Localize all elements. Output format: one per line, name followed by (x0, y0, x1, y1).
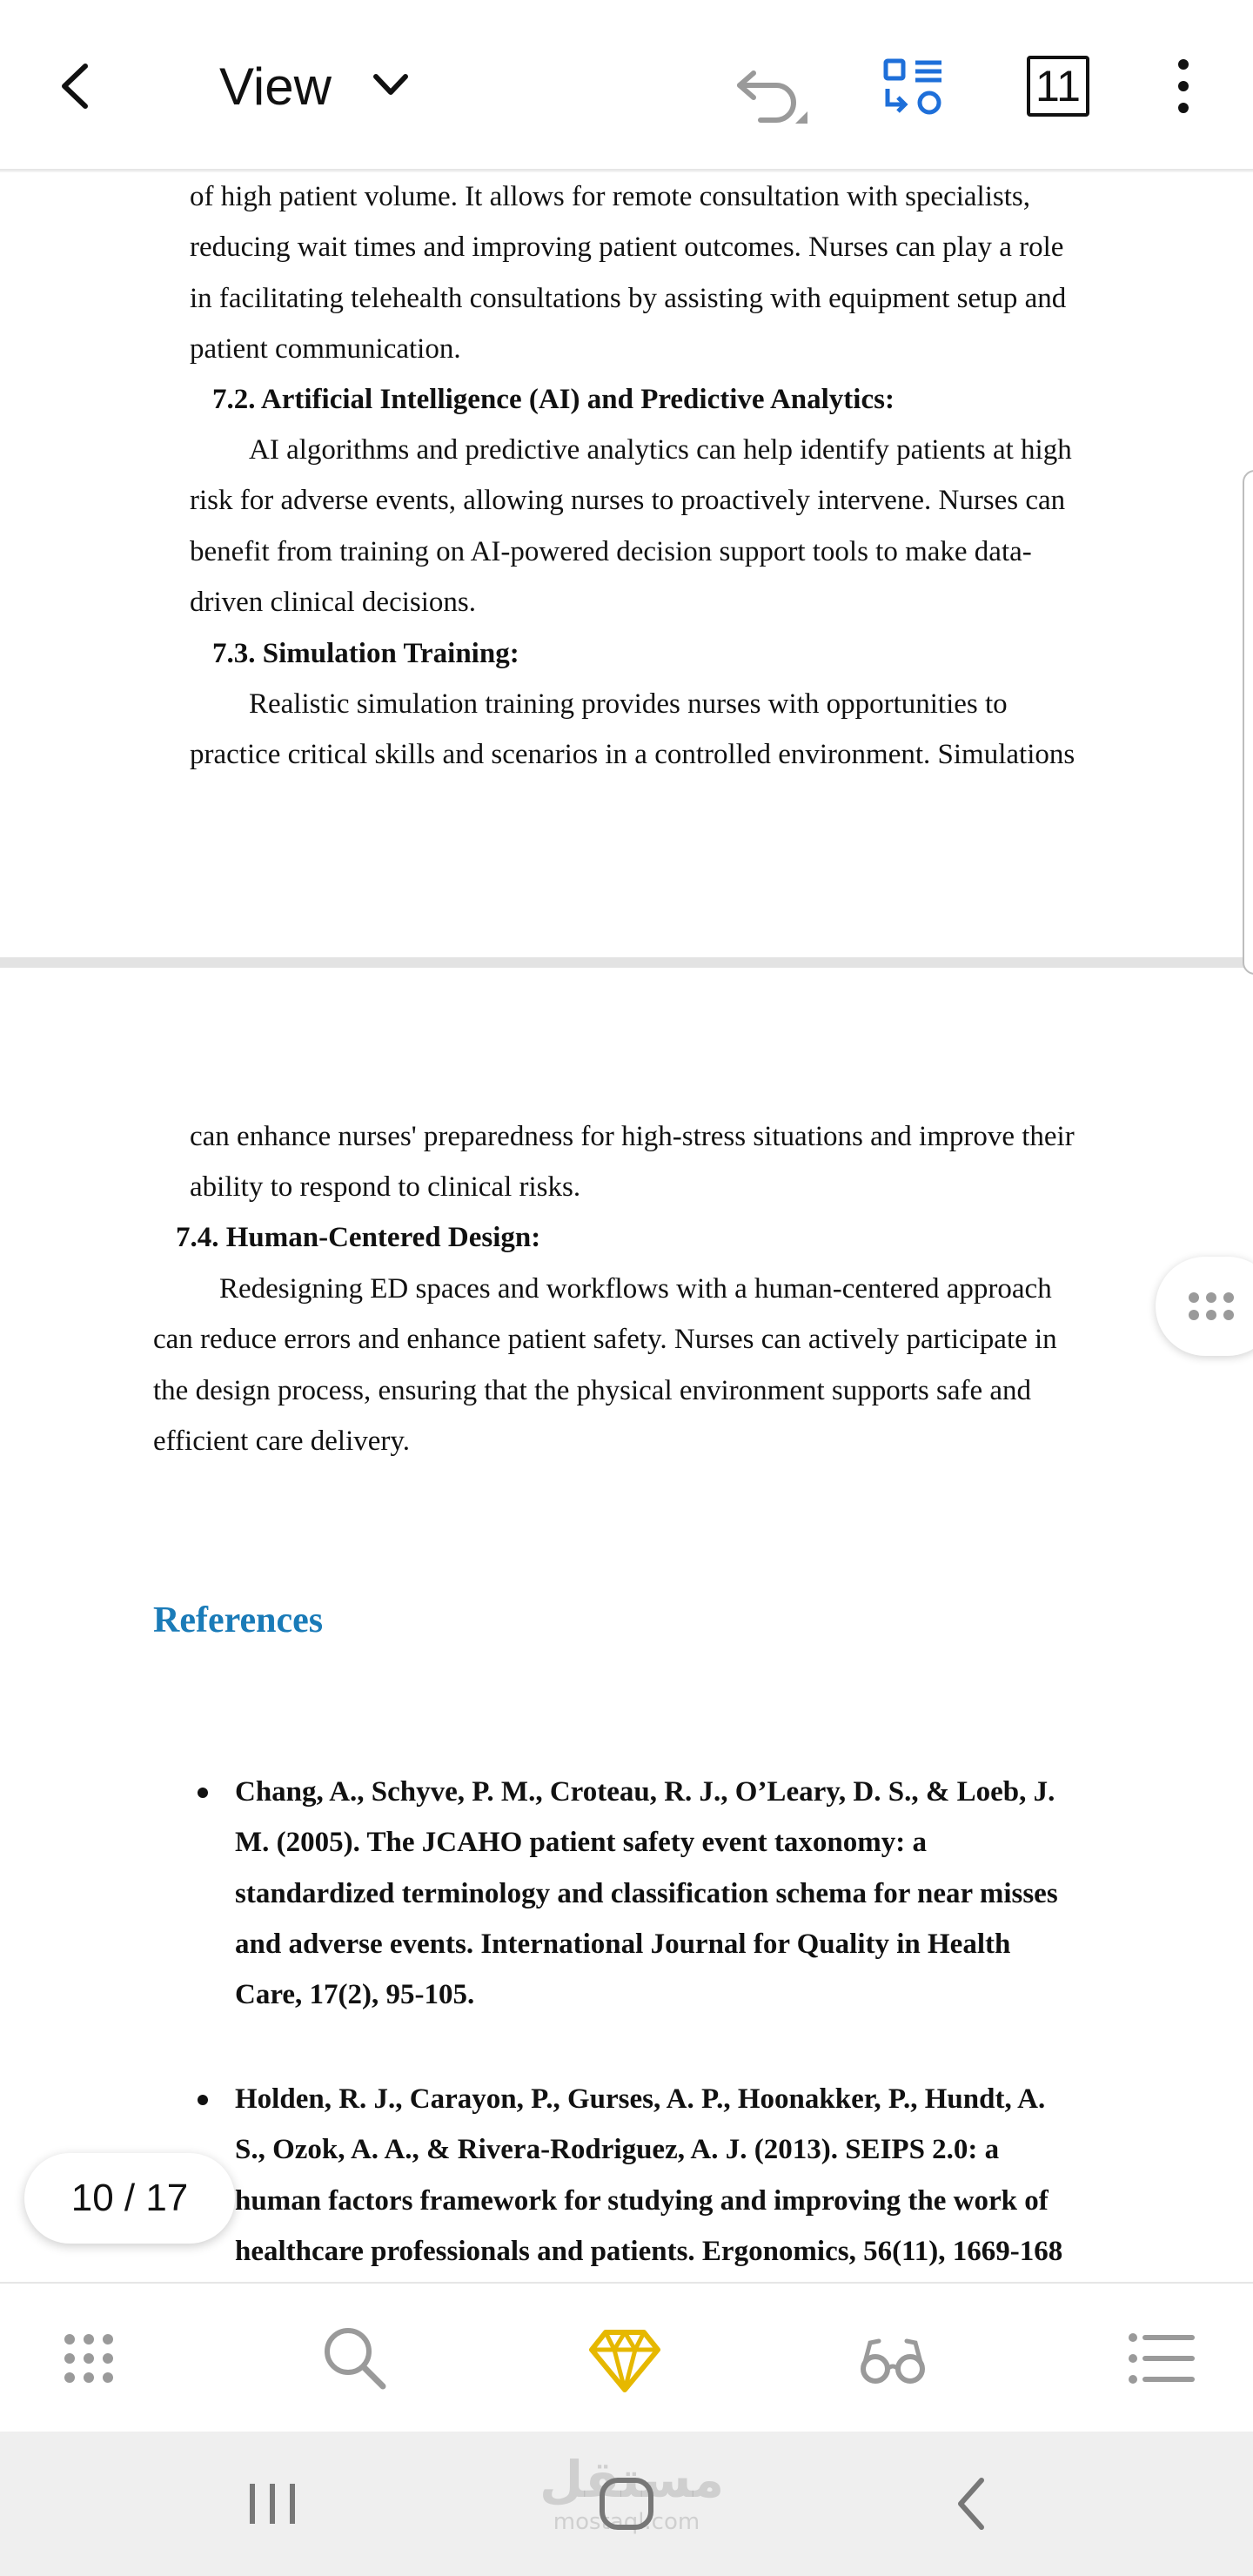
paragraph-human-centered: Redesigning ED spaces and workflows with a human-centered approach can reduce errors and enhance patient safety. Nurses can actively participate in the design process, ensuring that the physical environment supports safe and efficient care delivery. (153, 1273, 1057, 1457)
page-indicator[interactable]: 10 / 17 (24, 2153, 235, 2244)
chevron-down-icon[interactable] (369, 68, 412, 103)
floating-menu-button[interactable] (1156, 1257, 1253, 1356)
list-bullet (198, 1788, 208, 1798)
heading-7-4: 7.4. Human-Centered Design: (176, 1222, 541, 1253)
list-icon[interactable] (1124, 2322, 1197, 2395)
watermark: مستقل mostaql.com (539, 2450, 725, 2535)
paragraph-telehealth: of high patient volume. It allows for remote consultation with specialists, reducing wait times and improving patient outcomes. Nurses can play a role in facilitating telehealth consultations by assisting with equipment setup and patient communication. (190, 181, 1067, 365)
page-count-button[interactable]: 11 (1027, 56, 1089, 117)
reference-item: Chang, A., Schyve, P. M., Croteau, R. J., O’Leary, D. S., & Loeb, J. M. (2005). The JCAHO patient safety event taxonomy: a standardized terminology and classification schema for near misses and adverse events. International Journal for Quality in Health Care, 17(2), 95-105. (235, 1776, 1058, 2011)
bottom-toolbar (0, 2282, 1253, 2432)
back-arrow-icon[interactable] (50, 56, 99, 117)
paragraph-simulation: Realistic simulation training provides nurses with opportunities to practice critical skills and scenarios in a controlled environment. Simulations (190, 688, 1075, 771)
heading-7-3: 7.3. Simulation Training: (212, 638, 519, 669)
text-reflow-icon[interactable] (881, 56, 945, 117)
top-app-bar (0, 0, 1253, 171)
system-navigation-bar (0, 2432, 1253, 2576)
home-icon[interactable] (592, 2472, 661, 2536)
paragraph-ai: AI algorithms and predictive analytics can help identify patients at high risk for adverse events, allowing nurses to proactively intervene. Nurses can benefit from training on AI-powered decision support tools to make data- driven clinical decisions. (190, 434, 1072, 618)
view-mode-title[interactable]: View (219, 57, 332, 116)
reference-item: Holden, R. J., Carayon, P., Gurses, A. P., Hoonakker, P., Hundt, A. S., Ozok, A. A., & Rivera-Rodriguez, A. J. (2013). SEIPS 2.0: a human factors framework for studying and improving the work of healthcare professionals and patients. Ergonomics, 56(11), 1669-168 (235, 2083, 1063, 2267)
list-bullet (198, 2095, 208, 2105)
search-icon[interactable] (318, 2322, 392, 2395)
more-vertical-icon[interactable] (1166, 56, 1201, 117)
recent-apps-icon[interactable] (244, 2472, 301, 2536)
page-separator (0, 957, 1253, 968)
back-icon[interactable] (950, 2472, 994, 2536)
heading-7-2: 7.2. Artificial Intelligence (AI) and Predictive Analytics: (212, 384, 895, 415)
side-panel-handle[interactable] (1243, 470, 1253, 975)
glasses-icon[interactable] (856, 2322, 929, 2395)
dots-grid-icon (1187, 1290, 1236, 1323)
diamond-icon[interactable] (588, 2322, 661, 2395)
references-heading: References (153, 1600, 324, 1640)
grid-icon[interactable] (52, 2322, 125, 2395)
undo-icon[interactable] (727, 54, 814, 127)
paragraph-simulation-continued: can enhance nurses' preparedness for high-stress situations and improve their ability to respond to clinical risks. (190, 1121, 1075, 1204)
